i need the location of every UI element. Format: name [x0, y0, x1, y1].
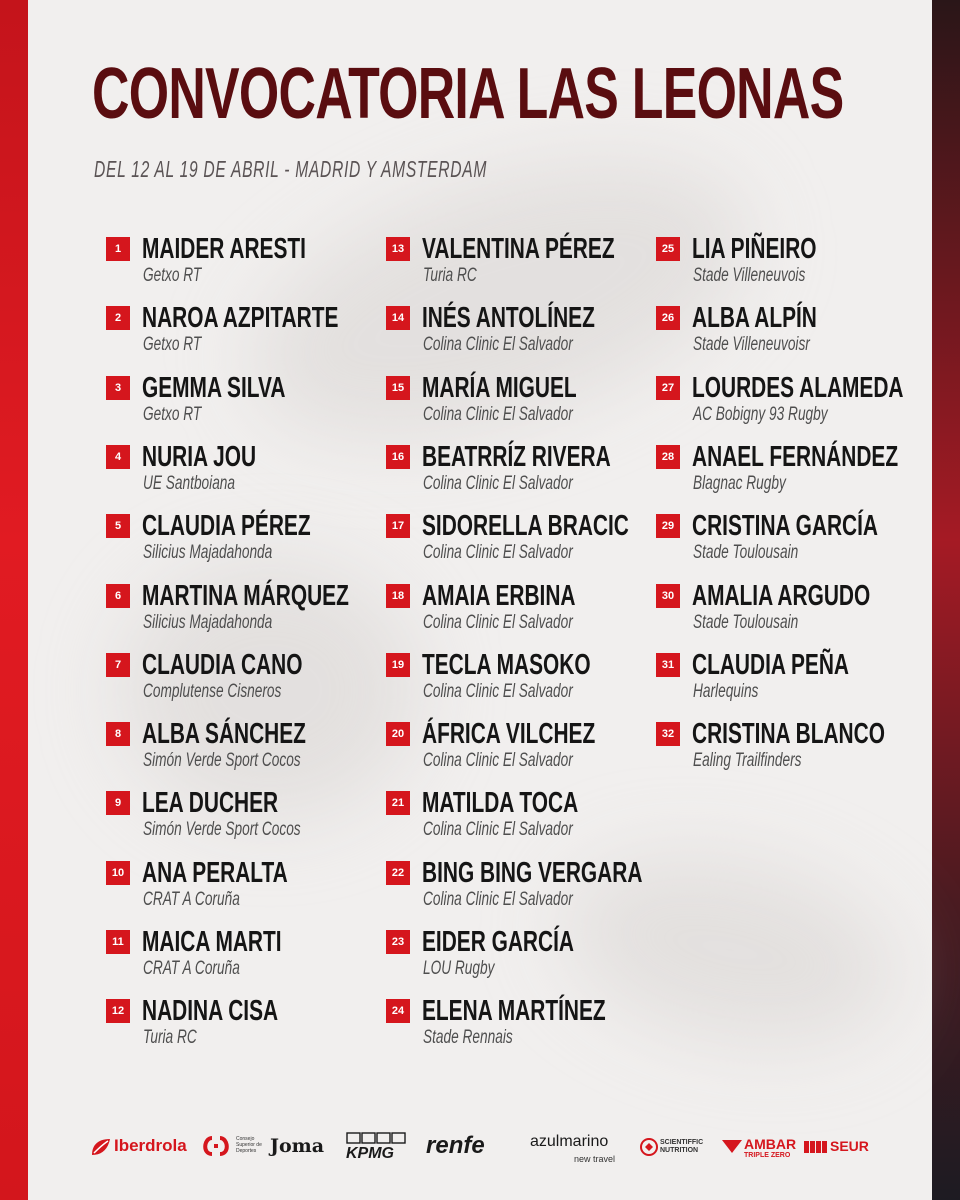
player-club: Simón Verde Sport Cocos	[143, 750, 301, 771]
player-number-badge: 1	[106, 237, 130, 261]
iberdrola-logo	[90, 1128, 190, 1168]
player-number-badge: 24	[386, 999, 410, 1023]
renfe-wordmark: renfe	[426, 1132, 485, 1159]
kpmg-logo	[346, 1128, 408, 1168]
player-name: NADINA CISA	[142, 995, 279, 1027]
player-name: SIDORELLA BRACIC	[422, 510, 629, 542]
player-number-badge: 32	[656, 722, 680, 746]
renfe-logo	[426, 1128, 518, 1168]
player-entry	[106, 856, 366, 920]
iberdrola-wordmark: Iberdrola	[114, 1136, 187, 1155]
csd-emblem-icon	[198, 1134, 234, 1158]
player-club: Colina Clinic El Salvador	[423, 542, 573, 563]
player-club: Stade Villeneuvois	[693, 265, 806, 286]
player-entry	[106, 717, 366, 781]
player-number-badge: 2	[106, 306, 130, 330]
csd-caption-line: Consejo	[236, 1136, 255, 1142]
player-entry	[656, 440, 916, 504]
player-number-badge: 3	[106, 376, 130, 400]
player-number-badge: 17	[386, 514, 410, 538]
player-club: Colina Clinic El Salvador	[423, 473, 573, 494]
player-number-badge: 30	[656, 584, 680, 608]
player-club: Colina Clinic El Salvador	[423, 889, 573, 910]
player-name: BING BING VERGARA	[422, 857, 643, 889]
player-name: MATILDA TOCA	[422, 787, 579, 819]
player-name: NURIA JOU	[142, 441, 257, 473]
player-number-badge: 28	[656, 445, 680, 469]
player-entry	[386, 786, 646, 850]
player-name: MAICA MARTI	[142, 926, 282, 958]
scientiffic-caption	[660, 1139, 703, 1155]
player-entry	[656, 232, 916, 296]
player-entry	[386, 856, 646, 920]
player-club: CRAT A Coruña	[143, 889, 240, 910]
player-entry	[386, 579, 646, 643]
player-name: LOURDES ALAMEDA	[692, 372, 904, 404]
player-club: Silicius Majadahonda	[143, 542, 273, 563]
player-number-badge: 5	[106, 514, 130, 538]
player-club: Turia RC	[143, 1027, 197, 1048]
player-entry	[106, 925, 366, 989]
player-club: Stade Villeneuvoisr	[693, 334, 810, 355]
player-entry	[386, 301, 646, 365]
iberdrola-leaf-icon	[90, 1137, 112, 1157]
seur-logo	[804, 1128, 880, 1168]
player-name: ELENA MARTÍNEZ	[422, 995, 606, 1027]
player-name: ALBA SÁNCHEZ	[142, 718, 306, 750]
ambar-logo	[722, 1128, 802, 1168]
azulmarino-wordmark: azulmarino	[530, 1133, 609, 1150]
player-entry	[106, 301, 366, 365]
player-club: Stade Toulousain	[693, 542, 799, 563]
player-number-badge: 21	[386, 791, 410, 815]
player-number-badge: 4	[106, 445, 130, 469]
csd-caption	[236, 1136, 262, 1154]
csd-caption-line: Superior de	[236, 1142, 262, 1148]
sponsor-bar	[90, 1128, 880, 1168]
player-number-badge: 19	[386, 653, 410, 677]
player-number-badge: 20	[386, 722, 410, 746]
player-club: Blagnac Rugby	[693, 473, 786, 494]
player-number-badge: 13	[386, 237, 410, 261]
player-entry	[106, 579, 366, 643]
ambar-tagline: TRIPLE ZERO	[744, 1152, 791, 1159]
joma-logo	[270, 1128, 336, 1168]
player-number-badge: 27	[656, 376, 680, 400]
player-entry	[106, 440, 366, 504]
player-club: Stade Rennais	[423, 1027, 513, 1048]
player-club: AC Bobigny 93 Rugby	[693, 404, 828, 425]
player-number-badge: 31	[656, 653, 680, 677]
scientiffic-caption-line: NUTRITION	[660, 1147, 699, 1154]
joma-wordmark: Joma	[270, 1135, 325, 1157]
player-name: VALENTINA PÉREZ	[422, 233, 615, 265]
player-number-badge: 26	[656, 306, 680, 330]
player-number-badge: 25	[656, 237, 680, 261]
player-entry	[656, 648, 916, 712]
player-club: CRAT A Coruña	[143, 958, 240, 979]
player-name: NAROA AZPITARTE	[142, 302, 339, 334]
seur-stripes-icon	[804, 1141, 828, 1153]
player-name: ANA PERALTA	[142, 857, 288, 889]
azulmarino-logo	[530, 1128, 630, 1168]
player-club: Colina Clinic El Salvador	[423, 819, 573, 840]
player-number-badge: 18	[386, 584, 410, 608]
scientiffic-caption-line: SCIENTIFFIC	[660, 1139, 704, 1146]
seur-wordmark: SEUR	[830, 1138, 869, 1154]
player-entry	[656, 509, 916, 573]
player-entry	[106, 232, 366, 296]
player-club: Harlequins	[693, 681, 759, 702]
player-club: Complutense Cisneros	[143, 681, 282, 702]
player-number-badge: 6	[106, 584, 130, 608]
player-club: Stade Toulousain	[693, 612, 799, 633]
player-name: ÁFRICA VILCHEZ	[422, 718, 596, 750]
ambar-triangle-icon	[722, 1138, 742, 1154]
player-club: Colina Clinic El Salvador	[423, 750, 573, 771]
scientiffic-nutrition-logo	[640, 1128, 720, 1168]
player-name: CLAUDIA CANO	[142, 649, 303, 681]
player-number-badge: 29	[656, 514, 680, 538]
player-entry	[106, 509, 366, 573]
player-entry	[106, 648, 366, 712]
player-number-badge: 8	[106, 722, 130, 746]
player-number-badge: 9	[106, 791, 130, 815]
player-entry	[386, 509, 646, 573]
player-name: INÉS ANTOLÍNEZ	[422, 302, 595, 334]
csd-caption-line: Deportes	[236, 1148, 257, 1154]
player-number-badge: 14	[386, 306, 410, 330]
page-subtitle: DEL 12 AL 19 DE ABRIL - MADRID Y AMSTERDAM	[94, 156, 488, 182]
player-club: Ealing Trailfinders	[693, 750, 802, 771]
csd-logo	[198, 1128, 262, 1168]
player-club: Getxo RT	[143, 334, 202, 355]
player-number-badge: 12	[106, 999, 130, 1023]
player-name: MARTINA MÁRQUEZ	[142, 580, 349, 612]
player-name: CRISTINA BLANCO	[692, 718, 885, 750]
player-club: Getxo RT	[143, 265, 202, 286]
player-number-badge: 23	[386, 930, 410, 954]
player-club: Getxo RT	[143, 404, 202, 425]
scientiffic-emblem-icon	[640, 1138, 658, 1156]
player-entry	[106, 371, 366, 435]
ambar-wordmark: AMBAR	[744, 1136, 797, 1152]
player-entry	[386, 717, 646, 781]
player-club: Colina Clinic El Salvador	[423, 334, 573, 355]
player-club: UE Santboiana	[143, 473, 236, 494]
player-name: CLAUDIA PÉREZ	[142, 510, 311, 542]
azulmarino-tagline: new travel	[574, 1154, 616, 1164]
kpmg-wordmark: KPMG	[346, 1145, 394, 1162]
player-entry	[386, 925, 646, 989]
player-entry	[386, 648, 646, 712]
player-entry	[386, 371, 646, 435]
player-number-badge: 22	[386, 861, 410, 885]
player-entry	[656, 717, 916, 781]
player-name: GEMMA SILVA	[142, 372, 286, 404]
player-name: ANAEL FERNÁNDEZ	[692, 441, 899, 473]
player-entry	[656, 301, 916, 365]
player-name: EIDER GARCÍA	[422, 926, 574, 958]
player-entry	[386, 440, 646, 504]
player-number-badge: 7	[106, 653, 130, 677]
player-name: ALBA ALPÍN	[692, 302, 817, 334]
player-name: AMALIA ARGUDO	[692, 580, 871, 612]
player-entry	[656, 579, 916, 643]
player-name: LIA PIÑEIRO	[692, 233, 817, 265]
player-name: CRISTINA GARCÍA	[692, 510, 878, 542]
player-entry	[106, 994, 366, 1058]
player-club: Colina Clinic El Salvador	[423, 681, 573, 702]
player-club: Simón Verde Sport Cocos	[143, 819, 301, 840]
player-club: Colina Clinic El Salvador	[423, 404, 573, 425]
player-club: LOU Rugby	[423, 958, 495, 979]
player-number-badge: 16	[386, 445, 410, 469]
player-name: MAIDER ARESTI	[142, 233, 306, 265]
player-name: LEA DUCHER	[142, 787, 279, 819]
player-entry	[656, 371, 916, 435]
player-number-badge: 15	[386, 376, 410, 400]
player-entry	[106, 786, 366, 850]
player-name: MARÍA MIGUEL	[422, 372, 577, 404]
player-entry	[386, 232, 646, 296]
player-name: TECLA MASOKO	[422, 649, 591, 681]
player-club: Silicius Majadahonda	[143, 612, 273, 633]
player-club: Turia RC	[423, 265, 477, 286]
player-entry	[386, 994, 646, 1058]
player-number-badge: 10	[106, 861, 130, 885]
player-name: AMAIA ERBINA	[422, 580, 576, 612]
page-title: CONVOCATORIA LAS LEONAS	[92, 54, 844, 134]
player-number-badge: 11	[106, 930, 130, 954]
player-name: BEATRRÍZ RIVERA	[422, 441, 611, 473]
player-name: CLAUDIA PEÑA	[692, 649, 849, 681]
player-club: Colina Clinic El Salvador	[423, 612, 573, 633]
